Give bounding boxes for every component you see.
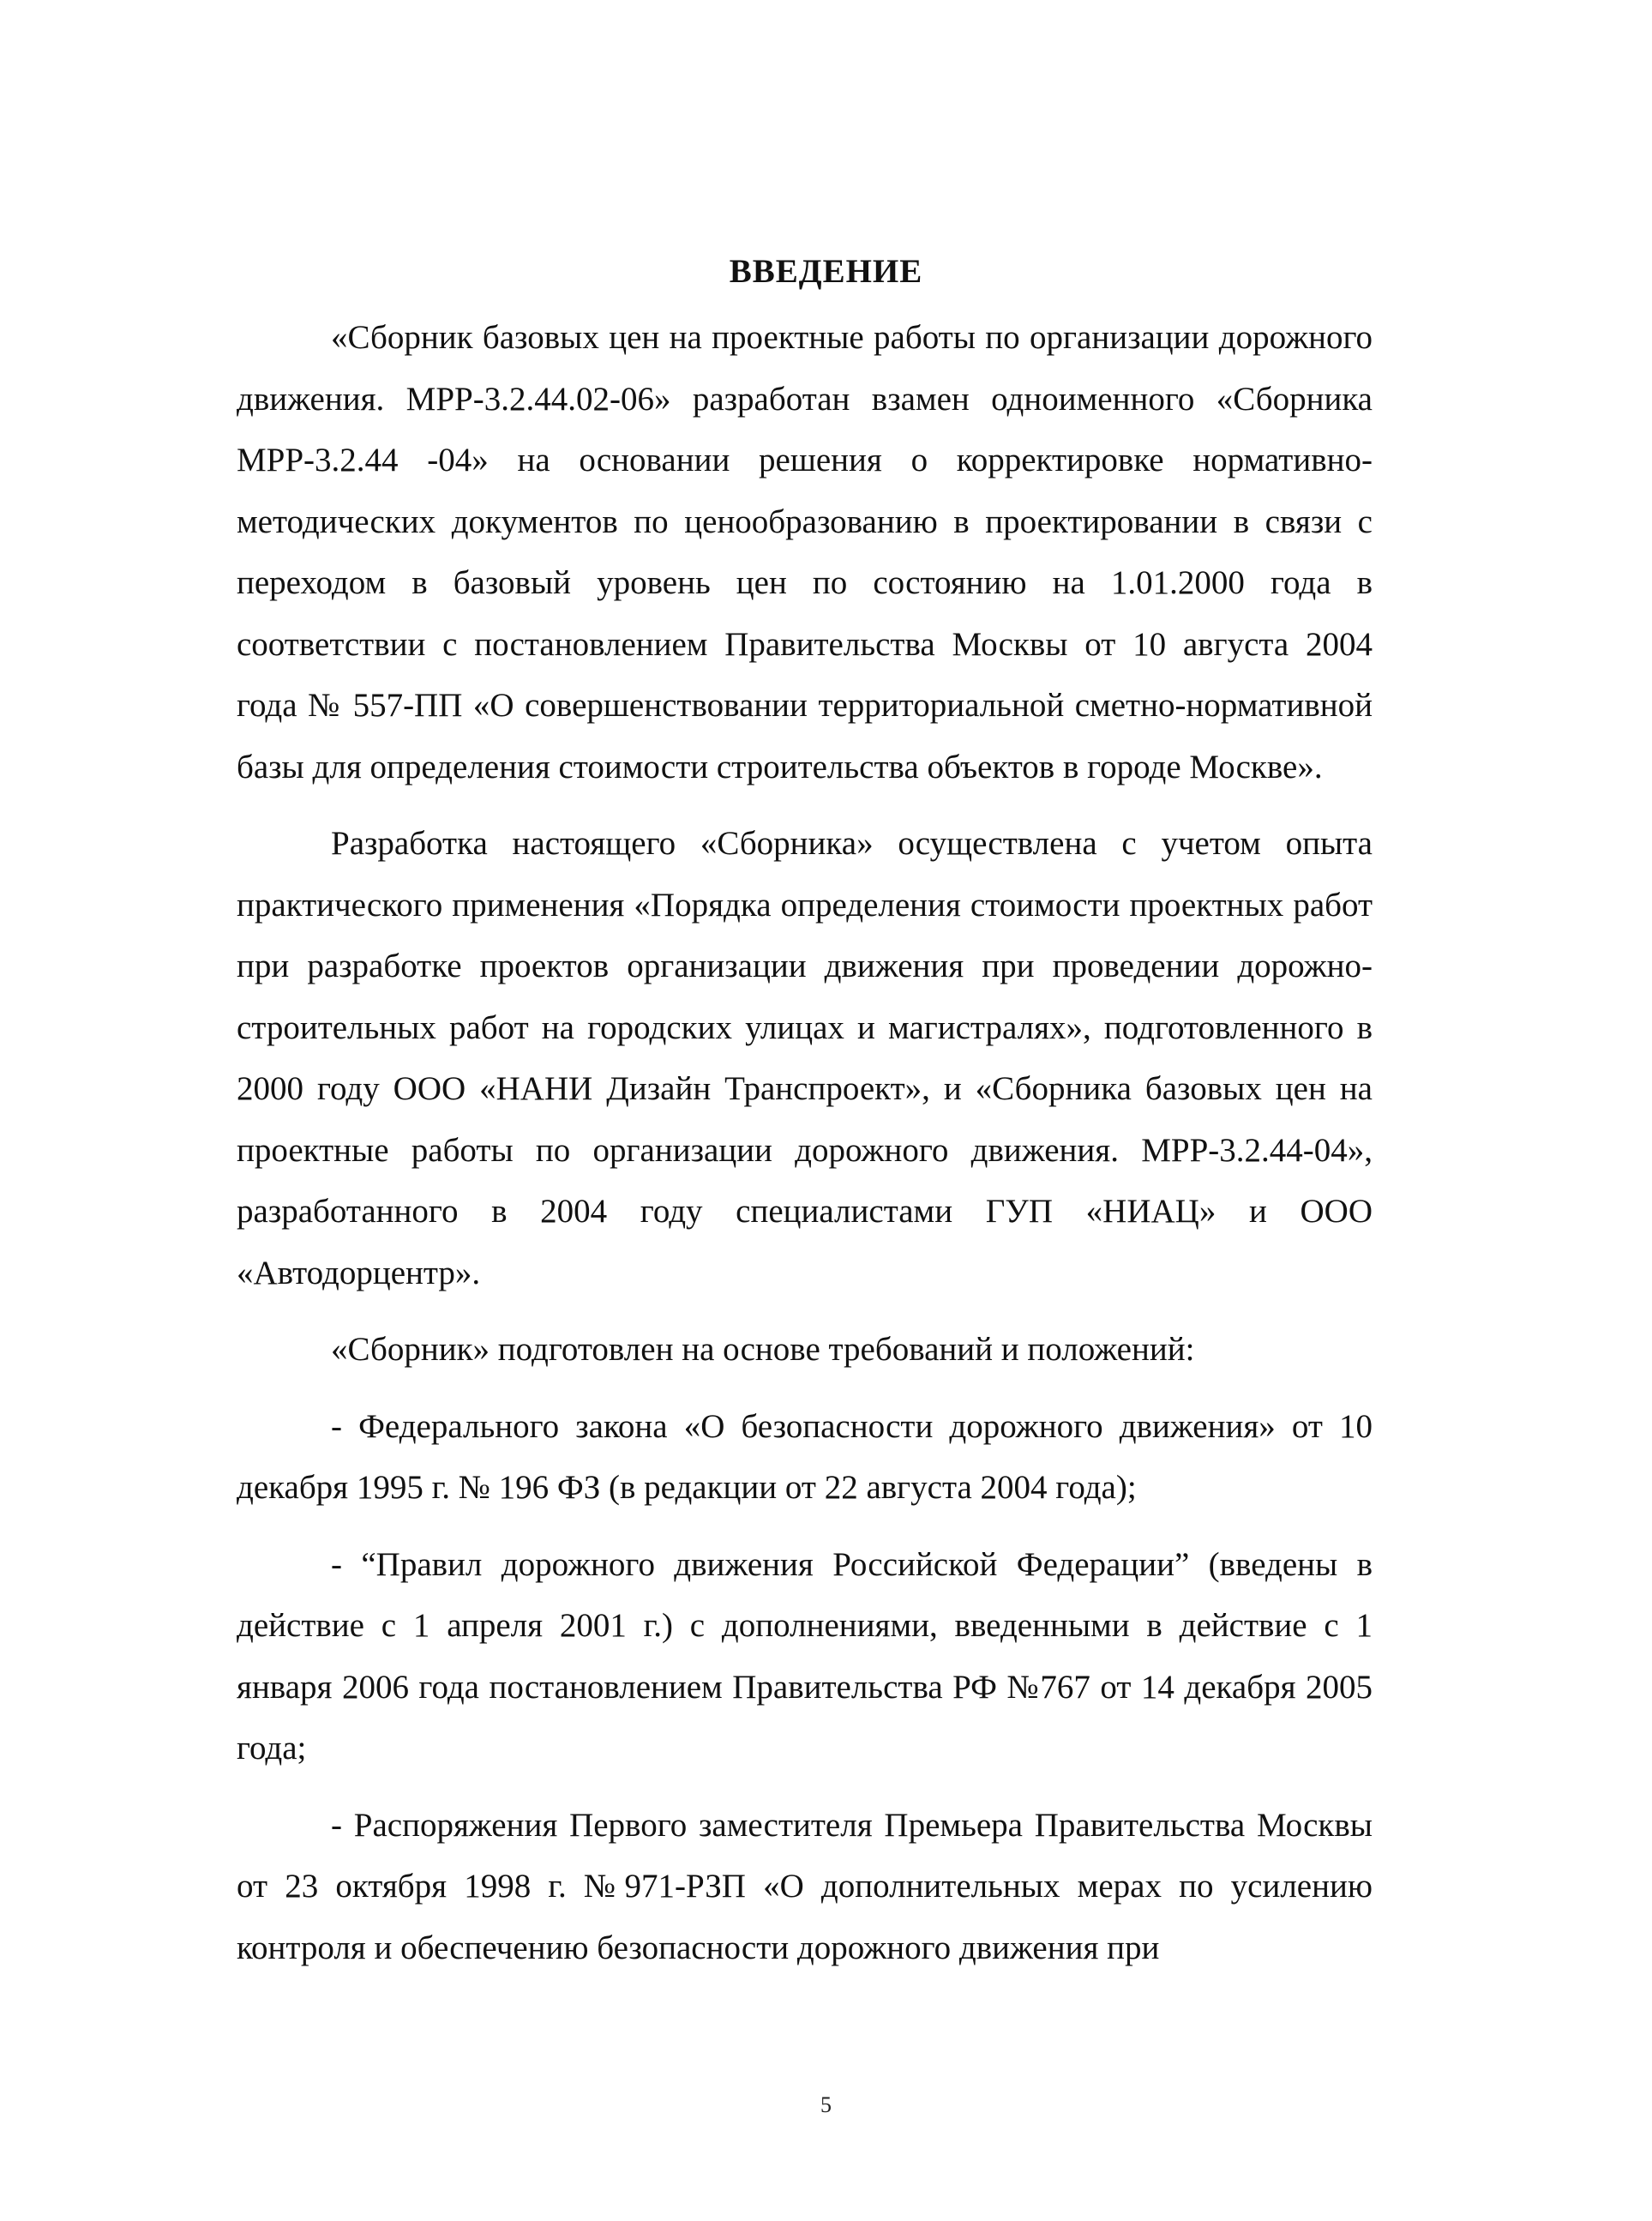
- list-item-traffic-rules: - “Правил дорожного движения Российской Федерации” (введены в действие с 1 апреля 2001 г.) с дополнениями, введенными в действие с 1 января 2006 года постановлением Правительства РФ №767 от 14 декабря 2005 года;: [237, 1545, 1373, 1767]
- body-text: [237, 307, 1373, 1978]
- paragraph-development: Разработка настоящего «Сборника» осуществлена с учетом опыта практического применения «Порядка определения стоимости проектных работ при разработке проектов организации движения при проведении дорожно-строительных работ на городских улицах и магистралях», подготовленного в 2000 году ООО «НАНИ Дизайн Транспроект», и «Сборника базовых цен на проектные работы по организации дорожного движения. МРР-3.2.44-04», разработанного в 2004 году специалистами ГУП «НИАЦ» и ООО «Автодорцентр».: [237, 825, 1373, 1291]
- paragraph-basis: «Сборник» подготовлен на основе требований и положений:: [331, 1331, 1195, 1368]
- list-item-federal-law: - Федерального закона «О безопасности дорожного движения» от 10 декабря 1995 г. № 196 ФЗ (в редакции от 22 августа 2004 года);: [237, 1407, 1373, 1506]
- paragraph-intro: «Сборник базовых цен на проектные работы по организации дорожного движения. МРР-3.2.44.02-06» разработан взамен одноименного «Сборника МРР-3.2.44 -04» на основании решения о корректировке нормативно-методических документов по ценообразованию в проектировании в связи с переходом в базовый уровень цен по состоянию на 1.01.2000 года в соответствии с постановлением Правительства Москвы от 10 августа 2004 года № 557-ПП «О совершенствовании территориальной сметно-нормативной базы для определения стоимости строительства объектов в городе Москве».: [237, 319, 1373, 785]
- list-item-order: - Распоряжения Первого заместителя Премьера Правительства Москвы от 23 октября 1998 г. №971-РЗП «О дополнительных мерах по усилению контроля и обеспечению безопасности дорожного движения при: [237, 1806, 1373, 1966]
- page-number: 5: [820, 2092, 832, 2117]
- section-heading: ВВЕДЕНИЕ: [729, 253, 923, 290]
